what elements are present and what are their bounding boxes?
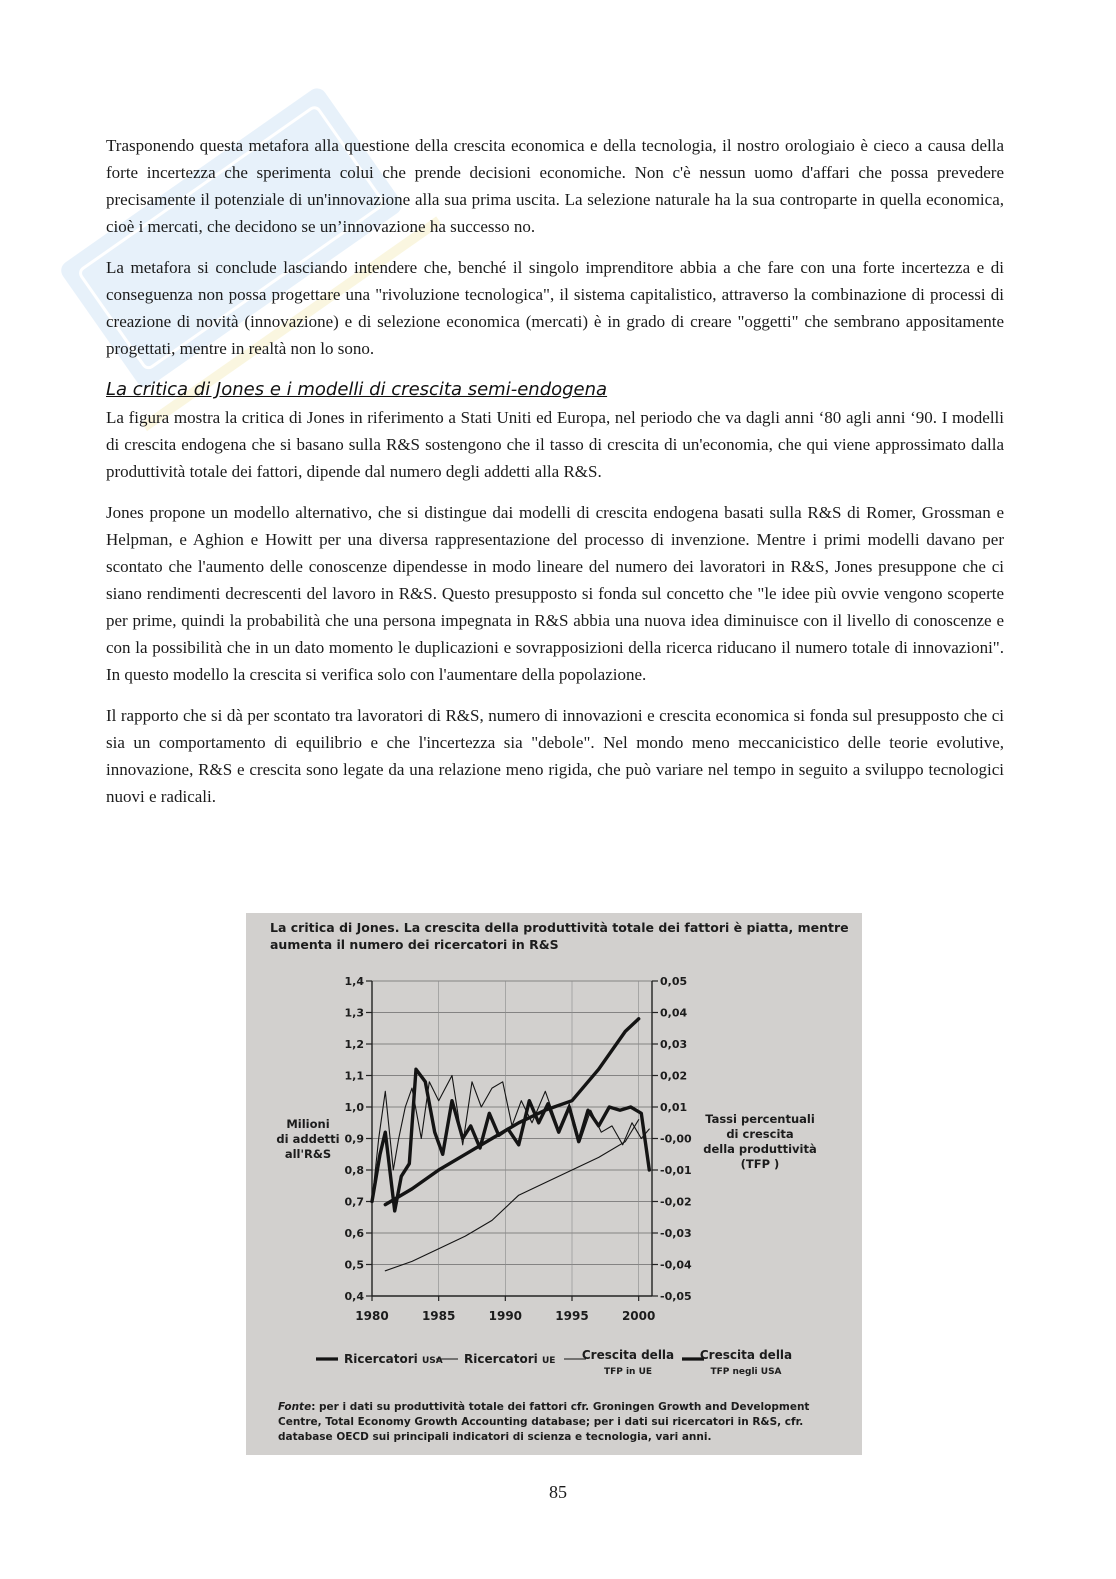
right-tick-label: 0,04 — [660, 1006, 688, 1020]
x-tick-label: 1980 — [355, 1309, 389, 1323]
x-tick-label: 1985 — [421, 1309, 456, 1323]
series-ricercatori-usa-line — [385, 1019, 638, 1205]
right-tick-label: -0,05 — [660, 1290, 692, 1303]
legend-label-small: UE — [541, 1356, 556, 1366]
legend-label-main: Ricercatori — [344, 1352, 422, 1366]
right-tick-label: 0,05 — [660, 975, 688, 988]
right-tick-label: 0,03 — [660, 1038, 688, 1051]
paragraph-5: Il rapporto che si dà per scontato tra lavoratori di R&S, numero di innovazioni e crescita economica si fonda sul presupposto che ci sia un comportamento di equilibrio e che l'incertezza sia "debole". Nel mondo meno meccanicistico delle teorie evolutive, innovazione, R&S e crescita sono legate da una relazione meno rigida, che può variare nel tempo in seguito a sviluppo tecnologici nuovi e radicali. — [106, 706, 1004, 806]
figure-title: La critica di Jones. La crescita della produttività totale dei fattori è piatta, mentre aumenta il numero dei ricercatori in R&S — [270, 920, 849, 952]
right-tick-label: 0,01 — [660, 1101, 688, 1114]
legend-label-small: TFP in UE — [603, 1367, 653, 1377]
x-tick-label: 1995 — [555, 1309, 589, 1323]
right-tick-label: 0,02 — [660, 1069, 688, 1083]
figure-jones-chart — [246, 913, 862, 1455]
paragraph-1: Trasponendo questa metafora alla questione della crescita economica e della tecnologia, il nostro orologiaio è cieco a causa della forte incertezza che sperimenta colui che prende decisioni economiche. Non c'è nessun uomo d'affari che possa prevedere precisamente il potenziale di un'innovazione alla sua prima uscita. La selezione naturale ha la sua controparte in quella economica, cioè i mercati, che decidono se un’innovazione ha successo no. — [106, 136, 1004, 236]
legend-label-main: Crescita della — [699, 1348, 793, 1362]
right-tick-label: -0,01 — [660, 1164, 692, 1177]
legend-label-small: USA — [421, 1356, 443, 1366]
paragraph-3: La figura mostra la critica di Jones in riferimento a Stati Uniti ed Europa, nel periodo che va dagli anni ‘80 agli anni ‘90. I modelli di crescita endogena che si basano sulla R&S sostengono che il tasso di crescita di un'economia, che qui viene approssimato dalla produttività totale dei fattori, dipende dal numero degli addetti alla R&S. — [106, 408, 1004, 481]
series-ricercatori-ue-line — [385, 1120, 638, 1271]
legend-label — [344, 1352, 443, 1366]
legend-label-small: TFP negli USA — [710, 1367, 782, 1377]
left-tick-label: 1,4 — [344, 975, 364, 988]
y-right-label-line: di crescita — [726, 1127, 794, 1141]
y-left-label-line: all'R&S — [284, 1147, 332, 1161]
y-right-label-line: Tassi percentuali — [705, 1112, 815, 1126]
figure-source — [278, 1400, 838, 1445]
left-tick-label: 0,8 — [344, 1164, 364, 1177]
section-heading: La critica di Jones e i modelli di crescita semi-endogena — [106, 379, 608, 400]
figure-source-text: : per i dati su produttività totale dei fattori cfr. Groningen Growth and Development Centre, Total Economy Growth Accounting database; per i dati sui ricercatori in R&S, cfr. database OECD sui principali indicatori di scienza e tecnologia, vari anni. — [278, 1401, 810, 1443]
left-tick-label: 0,7 — [344, 1195, 364, 1209]
left-tick-label: 0,5 — [344, 1258, 364, 1272]
chart — [246, 913, 862, 1455]
paragraph-2: La metafora si conclude lasciando intendere che, benché il singolo imprenditore abbia a che fare con una forte incertezza e di conseguenza non possa progettare una "rivoluzione tecnologica", il sistema capitalistico, attraverso la combinazione di processi di creazione di novità (innovazione) e di selezione economica (mercati) è in grado di creare "oggetti" che sembrano appositamente progettati, mentre in realtà non lo sono. — [106, 258, 1004, 358]
left-tick-label: 0,9 — [344, 1132, 364, 1146]
right-tick-label: -0,03 — [660, 1227, 692, 1240]
x-tick-label: 1990 — [488, 1309, 523, 1323]
y-left-label-line: di addetti — [276, 1132, 340, 1146]
left-tick-label: 0,6 — [344, 1227, 364, 1240]
left-tick-label: 1,0 — [344, 1101, 364, 1114]
page-number: 85 — [549, 1482, 567, 1502]
legend-label — [464, 1352, 555, 1366]
right-tick-label: -0,00 — [660, 1132, 692, 1146]
y-right-label-line: della produttività — [703, 1142, 817, 1156]
figure-source-label: Fonte — [278, 1401, 312, 1413]
left-tick-label: 1,2 — [344, 1038, 364, 1051]
left-tick-label: 0,4 — [344, 1290, 364, 1303]
text-body — [106, 132, 1004, 824]
y-right-label-line: (TFP ) — [740, 1157, 780, 1171]
paragraph-4: Jones propone un modello alternativo, che si distingue dai modelli di crescita endogena basati sulla R&S di Romer, Grossman e Helpman, e Aghion e Howitt per una diversa rappresentazione del processo di invenzione. Mentre i primi modelli davano per scontato che l'aumento delle conoscenze dipendesse in modo lineare del numero dei lavoratori in R&S, Jones presuppone che ci siano rendimenti decrescenti del lavoro in R&S. Questo presupposto si fonda sul concetto che "le idee più ovvie vengono scoperte per prime, quindi la probabilità che una persona impegnata in R&S abbia una nuova idea diminuisce con il livello di conoscenze e con la possibilità che in un dato momento le duplicazioni e sovrapposizioni della ricerca riducano il numero totale di innovazioni". In questo modello la crescita si verifica solo con l'aumentare della popolazione. — [106, 503, 1004, 684]
legend-label-main: Crescita della — [581, 1348, 675, 1362]
y-left-label-line: Milioni — [286, 1117, 330, 1131]
right-tick-label: -0,02 — [660, 1195, 692, 1209]
legend-label-main: Ricercatori — [464, 1352, 542, 1366]
left-tick-label: 1,3 — [344, 1006, 364, 1020]
left-tick-label: 1,1 — [344, 1069, 364, 1083]
right-tick-label: -0,04 — [660, 1258, 692, 1272]
x-tick-label: 2000 — [621, 1309, 656, 1323]
